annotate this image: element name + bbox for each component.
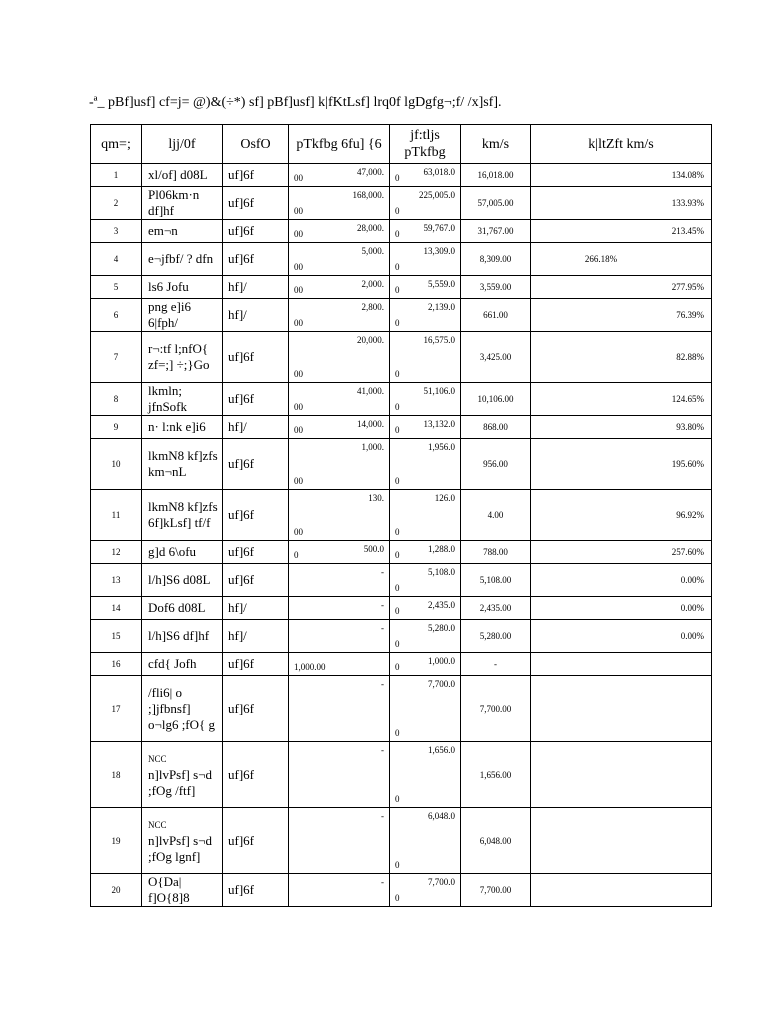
cell-difference: 956.00 [461,439,531,490]
table-row [91,299,712,332]
cell-actual [390,874,461,907]
cell-unit: uf]6f [223,439,289,490]
table-row [91,742,712,808]
cell-actual-bottom: 0 [395,262,400,272]
cell-target [289,742,390,808]
cell-difference: 2,435.00 [461,597,531,620]
table-row [91,653,712,676]
header-percent-difference: k|ltZft km/s [531,125,712,164]
cell-serial: 8 [91,383,142,416]
header-actual: jf:tljs pTkfbg [390,125,461,164]
cell-percent-difference: 195.60% [531,439,712,490]
cell-percent-difference: 0.00% [531,597,712,620]
cell-actual [390,597,461,620]
cell-unit: uf]6f [223,541,289,564]
cell-description-text: n· l:nk e]i6 [148,419,206,434]
cell-actual [390,653,461,676]
cell-target-bottom: 00 [294,262,303,272]
cell-description [142,564,223,597]
cell-serial: 10 [91,439,142,490]
header-unit: OsfO [223,125,289,164]
cell-actual [390,187,461,220]
cell-target-bottom: 00 [294,229,303,239]
cell-description-text: n]lvPsf] s¬d ;fOg lgnf] [148,832,213,864]
cell-description-text: l/h]S6 d08L [148,572,211,587]
cell-target-top: 41,000. [357,386,384,396]
table-row [91,416,712,439]
cell-description-text: png e]i6 6|fph/ [148,299,191,330]
cell-actual [390,490,461,541]
cell-target [289,620,390,653]
cell-actual-top: 1,000.0 [428,656,455,666]
cell-target [289,541,390,564]
cell-actual [390,564,461,597]
cell-target-top: - [381,623,384,633]
cell-actual-top: 51,106.0 [423,386,455,396]
cell-target-top: - [381,745,384,755]
cell-percent-difference: 213.45% [531,220,712,243]
cell-description-text: xl/of] d08L [148,167,208,182]
cell-serial: 19 [91,808,142,874]
cell-description [142,276,223,299]
cell-actual-bottom: 0 [395,229,400,239]
cell-target-top: - [381,877,384,887]
cell-actual [390,742,461,808]
cell-unit: uf]6f [223,564,289,597]
cell-percent-difference [531,874,712,907]
cell-actual [390,299,461,332]
cell-unit: hf]/ [223,299,289,332]
cell-actual-top: 126.0 [434,493,455,503]
cell-description [142,808,223,874]
cell-target [289,187,390,220]
cell-difference: 661.00 [461,299,531,332]
table-row [91,243,712,276]
cell-description-text: /fli6| o ;]jfbnsf] o¬lg6 ;fO{ g [148,684,216,732]
cell-percent-difference: 76.39% [531,299,712,332]
header-description: ljj/0f [142,125,223,164]
cell-actual-bottom: 0 [395,794,400,804]
cell-target-top: 28,000. [357,223,384,233]
cell-actual [390,164,461,187]
cell-actual-top: 2,139.0 [428,302,455,312]
cell-difference: 8,309.00 [461,243,531,276]
cell-description-text: r¬:tf l;nfO{ zf=;] ÷;}Go [148,341,210,372]
cell-actual [390,541,461,564]
cell-actual-top: 5,559.0 [428,279,455,289]
cell-actual-bottom: 0 [395,550,400,560]
table-row [91,187,712,220]
cell-serial: 20 [91,874,142,907]
cell-ncc-label: NCC [148,819,167,830]
table-row [91,541,712,564]
cell-percent-difference [531,808,712,874]
header-row [91,125,712,164]
table-row [91,332,712,383]
cell-percent-difference: 257.60% [531,541,712,564]
cell-target [289,874,390,907]
cell-description-text: e¬jfbf/ ? dfn [148,251,214,266]
cell-actual [390,676,461,742]
cell-serial: 16 [91,653,142,676]
cell-actual-top: 7,700.0 [428,877,455,887]
cell-description-text: em¬n [148,223,178,238]
cell-percent-difference: 93.80% [531,416,712,439]
cell-percent-difference: 0.00% [531,620,712,653]
cell-description-text: Dof6 d08L [148,600,206,615]
cell-actual-top: 6,048.0 [428,811,455,821]
cell-description-text: n]lvPsf] s¬d ;fOg /ftf] [148,766,213,798]
cell-actual-top: 7,700.0 [428,679,455,689]
cell-description [142,299,223,332]
cell-target [289,332,390,383]
cell-unit: uf]6f [223,187,289,220]
cell-actual-bottom: 0 [395,893,400,903]
cell-unit: uf]6f [223,220,289,243]
cell-actual-bottom: 0 [395,206,400,216]
table-body [91,164,712,907]
cell-target-top: 5,000. [361,246,384,256]
cell-description [142,187,223,220]
cell-target-top: - [381,600,384,610]
cell-difference: - [461,653,531,676]
cell-actual-top: 225,005.0 [419,190,455,200]
cell-serial: 13 [91,564,142,597]
cell-unit: uf]6f [223,742,289,808]
cell-actual [390,220,461,243]
cell-actual-bottom: 0 [395,369,400,379]
cell-target-bottom: 00 [294,425,303,435]
cell-serial: 15 [91,620,142,653]
cell-actual-bottom: 0 [395,662,400,672]
cell-actual-top: 1,288.0 [428,544,455,554]
cell-target [289,299,390,332]
cell-unit: hf]/ [223,620,289,653]
cell-description [142,742,223,808]
cell-difference: 10,106.00 [461,383,531,416]
cell-description-text: l/h]S6 df]hf [148,628,210,643]
cell-percent-difference [531,653,712,676]
cell-unit: uf]6f [223,676,289,742]
cell-ncc-label: NCC [148,753,167,764]
cell-target-bottom: 00 [294,206,303,216]
cell-difference: 6,048.00 [461,808,531,874]
cell-target [289,653,390,676]
cell-unit: uf]6f [223,243,289,276]
cell-serial: 4 [91,243,142,276]
cell-target-top: 1,000. [361,442,384,452]
cell-actual-bottom: 0 [395,425,400,435]
cell-actual-top: 1,656.0 [428,745,455,755]
cell-actual-bottom: 0 [395,860,400,870]
cell-actual-top: 5,108.0 [428,567,455,577]
cell-target-bottom: 00 [294,173,303,183]
cell-serial: 14 [91,597,142,620]
table-row [91,220,712,243]
cell-unit: uf]6f [223,490,289,541]
cell-percent-difference: 124.65% [531,383,712,416]
cell-percent-difference [531,742,712,808]
cell-description [142,439,223,490]
cell-actual-bottom: 0 [395,527,400,537]
cell-target-bottom: 00 [294,318,303,328]
cell-target-bottom: 00 [294,285,303,295]
cell-target-top: 14,000. [357,419,384,429]
cell-target [289,220,390,243]
cell-serial: 5 [91,276,142,299]
cell-target [289,597,390,620]
cell-description [142,243,223,276]
cell-actual-bottom: 0 [395,606,400,616]
cell-target [289,416,390,439]
cell-description [142,597,223,620]
cell-target [289,276,390,299]
cell-target-top: - [381,811,384,821]
cell-target-bottom: 00 [294,476,303,486]
cell-target [289,808,390,874]
cell-percent-difference: 0.00% [531,564,712,597]
cell-actual [390,383,461,416]
table-row [91,874,712,907]
cell-difference: 57,005.00 [461,187,531,220]
cell-actual-bottom: 0 [395,402,400,412]
cell-target-top: 47,000. [357,167,384,177]
cell-target [289,164,390,187]
cell-serial: 1 [91,164,142,187]
cell-difference: 16,018.00 [461,164,531,187]
cell-serial: 6 [91,299,142,332]
cell-actual [390,416,461,439]
cell-actual-top: 13,132.0 [423,419,455,429]
cell-description [142,541,223,564]
cell-target-top: 130. [368,493,384,503]
cell-actual-bottom: 0 [395,583,400,593]
cell-difference: 1,656.00 [461,742,531,808]
cell-description-text: Pl06km·n df]hf [148,187,200,218]
cell-description [142,383,223,416]
table-row [91,808,712,874]
cell-actual-bottom: 0 [395,728,400,738]
cell-target-top: - [381,567,384,577]
cell-description-text: ls6 Jofu [148,279,189,294]
cell-actual [390,620,461,653]
cell-unit: uf]6f [223,332,289,383]
header-difference: km/s [461,125,531,164]
cell-unit: uf]6f [223,164,289,187]
table-row [91,564,712,597]
header-target: pTkfbg 6fu] {6 [289,125,390,164]
cell-target-top: - [381,679,384,689]
cell-unit: hf]/ [223,416,289,439]
cell-difference: 31,767.00 [461,220,531,243]
cell-actual-top: 2,435.0 [428,600,455,610]
cell-serial: 7 [91,332,142,383]
cell-difference: 868.00 [461,416,531,439]
cell-actual-top: 63,018.0 [423,167,455,177]
cell-description-text: lkmln; jfnSofk [148,383,187,414]
cell-description-text: g]d 6\ofu [148,544,197,559]
cell-serial: 12 [91,541,142,564]
cell-actual-top: 16,575.0 [423,335,455,345]
cell-target-bottom: 00 [294,527,303,537]
cell-description [142,653,223,676]
cell-actual [390,276,461,299]
cell-actual [390,332,461,383]
cell-actual-bottom: 0 [395,318,400,328]
cell-difference: 5,280.00 [461,620,531,653]
table-row [91,490,712,541]
cell-unit: uf]6f [223,808,289,874]
cell-target-top: 2,000. [361,279,384,289]
cell-percent-difference: 266.18% [531,243,712,276]
cell-difference: 5,108.00 [461,564,531,597]
header-serial: qm=; [91,125,142,164]
cell-serial: 17 [91,676,142,742]
cell-serial: 9 [91,416,142,439]
cell-actual-top: 5,280.0 [428,623,455,633]
cell-actual-top: 59,767.0 [423,223,455,233]
cell-description-text: O{Da| f]O{8]8 [148,874,190,905]
cell-unit: uf]6f [223,653,289,676]
cell-actual [390,808,461,874]
cell-actual [390,439,461,490]
cell-unit: hf]/ [223,597,289,620]
cell-description [142,874,223,907]
document-title: -ª_ pBf]usf] cf=j= @)&(÷*) sf] pBf]usf] k|fKtLsf] lrq0f lgDgfg¬;f/ /x]sf]. [89,95,502,110]
cell-unit: uf]6f [223,383,289,416]
cell-percent-difference: 96.92% [531,490,712,541]
cell-description [142,676,223,742]
production-table [90,124,712,907]
cell-description [142,332,223,383]
cell-target [289,383,390,416]
cell-actual-bottom: 0 [395,173,400,183]
cell-description [142,620,223,653]
cell-difference: 7,700.00 [461,676,531,742]
cell-difference: 3,559.00 [461,276,531,299]
cell-target-top: 20,000. [357,335,384,345]
table-row [91,276,712,299]
cell-percent-difference: 277.95% [531,276,712,299]
cell-target-bottom: 00 [294,402,303,412]
cell-percent-difference: 134.08% [531,164,712,187]
table-row [91,620,712,653]
cell-actual-bottom: 0 [395,285,400,295]
cell-description [142,164,223,187]
cell-description [142,220,223,243]
cell-serial: 2 [91,187,142,220]
cell-actual-bottom: 0 [395,476,400,486]
cell-description-text: lkmN8 kf]zfs 6f]kLsf] tf/f [148,499,218,530]
cell-difference: 7,700.00 [461,874,531,907]
cell-difference: 4.00 [461,490,531,541]
cell-target-top: 2,800. [361,302,384,312]
cell-description-text: lkmN8 kf]zfs km¬nL [148,448,218,479]
cell-target [289,439,390,490]
cell-percent-difference: 82.88% [531,332,712,383]
cell-target [289,490,390,541]
cell-actual-top: 13,309.0 [423,246,455,256]
table-row [91,383,712,416]
table-row [91,597,712,620]
table-row [91,164,712,187]
cell-serial: 3 [91,220,142,243]
cell-actual [390,243,461,276]
cell-target-bottom: 0 [294,550,299,560]
cell-difference: 3,425.00 [461,332,531,383]
cell-unit: uf]6f [223,874,289,907]
cell-percent-difference: 133.93% [531,187,712,220]
cell-target [289,564,390,597]
table-row [91,439,712,490]
cell-target-top: 168,000. [352,190,384,200]
cell-percent-difference [531,676,712,742]
cell-target-top: 500.0 [363,544,384,554]
cell-difference: 788.00 [461,541,531,564]
cell-target-bottom: 1,000.00 [294,662,326,672]
cell-target [289,676,390,742]
cell-actual-top: 1,956.0 [428,442,455,452]
cell-description-text: cfd{ Jofh [148,656,197,671]
table-row [91,676,712,742]
cell-unit: hf]/ [223,276,289,299]
cell-target [289,243,390,276]
cell-description [142,416,223,439]
cell-description [142,490,223,541]
cell-actual-bottom: 0 [395,639,400,649]
cell-serial: 11 [91,490,142,541]
cell-serial: 18 [91,742,142,808]
cell-target-bottom: 00 [294,369,303,379]
